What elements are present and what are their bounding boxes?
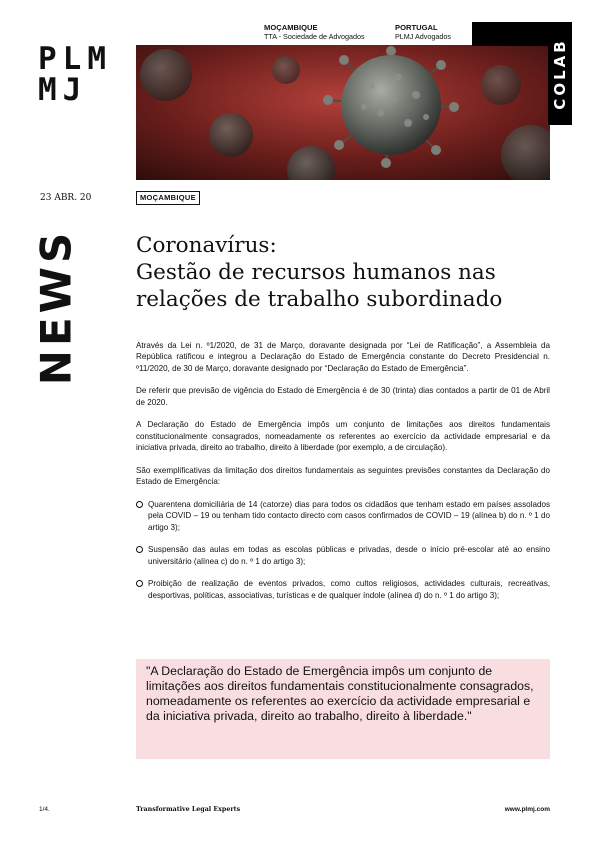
list-item-text: Quarentena domiciliária de 14 (catorze) dias para todos os cidadãos que tenham estado em países assolados pela COVID – 19 ou tenham tido contacto directo com casos confirmados de COVID – 19 (alínea b) do n. º 1 do artigo 3); [148,499,550,532]
news-label: NEWS [31,228,81,386]
body-paragraph: De referir que previsão de vigência do Estado de Emergência é de 30 (trinta) dias contados a partir de 01 de Abril de 2020. [136,386,550,407]
colab-tab [548,22,572,125]
publication-date: 23 ABR. 20 [40,193,92,203]
hero-virus-image [136,45,550,180]
office-country: MOÇAMBIQUE [264,23,318,32]
country-tag: MOÇAMBIQUE [136,191,200,205]
article-body [136,340,550,613]
circle-bullet-icon [136,546,143,553]
plmj-logo [38,41,112,110]
body-paragraph: São exemplificativas da limitação dos direitos fundamentais as seguintes previsões constantes da Declaração do Estado de Emergência: [136,465,550,487]
limitations-list [136,499,550,601]
circle-bullet-icon [136,580,143,587]
list-item-text: Suspensão das aulas em todas as escolas públicas e privadas, desde o início pré-escolar até ao ensino universitário (alínea c) do n. º 1 do artigo 3); [148,545,550,566]
office-mozambique [264,23,365,41]
news-side-label [31,228,81,386]
logo-line-2: MJ [38,72,88,108]
title-line: Coronavírus: [136,233,277,258]
title-line: Gestão de recursos humanos nas [136,260,496,285]
footer-website-link[interactable]: www.plmj.com [504,806,550,813]
office-firm: PLMJ Advogados [395,32,451,41]
body-paragraph: A Declaração do Estado de Emergência impôs um conjunto de limitações aos direitos fundamentais constitucionalmente consagrados, nomeadamente os referentes ao exercício da actividade empresarial e da iniciativa privada, direito ao trabalho, direito à liberdade (por exemplo, a de circulação). [136,420,550,453]
header-black-strip [472,22,550,46]
page-number: 1/4. [39,806,50,813]
list-item [136,544,550,567]
footer-tagline: Transformative Legal Experts [136,806,241,813]
list-item-text: Proibição de realização de eventos privados, como cultos religiosos, actividades culturais, recreativas, desportivas, políticas, associativas, turísticas e de qualquer índole (alínea d) do n. º 1 do artigo 3); [148,579,550,600]
quote-text: "A Declaração do Estado de Emergência impôs um conjunto de limitações aos direitos fundamentais constitucionalmente consagrados, nomeadamente os referentes ao exercício da actividade empresarial e da iniciativa privada, direito ao trabalho, direito à liberdade." [146,664,534,723]
office-country: PORTUGAL [395,23,438,32]
circle-bullet-icon [136,501,143,508]
list-item [136,578,550,601]
colab-label: COLAB [551,37,569,110]
title-line: relações de trabalho subordinado [136,287,503,312]
office-portugal [395,23,451,41]
article-title [136,232,546,313]
office-firm: TTA - Sociedade de Advogados [264,32,365,41]
pull-quote [136,659,550,759]
body-paragraph: Através da Lei n. º1/2020, de 31 de Março, doravante designada por “Lei de Ratificação”, a Assembleia da República ratificou e integrou a Declaração do Estado de Emergência constante do Decreto Presidencial n. º11/2020, de 30 de Março, doravante designado por “Declaração do Estado de Emergência”. [136,341,550,373]
logo-line-1: PLM [38,41,112,77]
list-item [136,499,550,533]
